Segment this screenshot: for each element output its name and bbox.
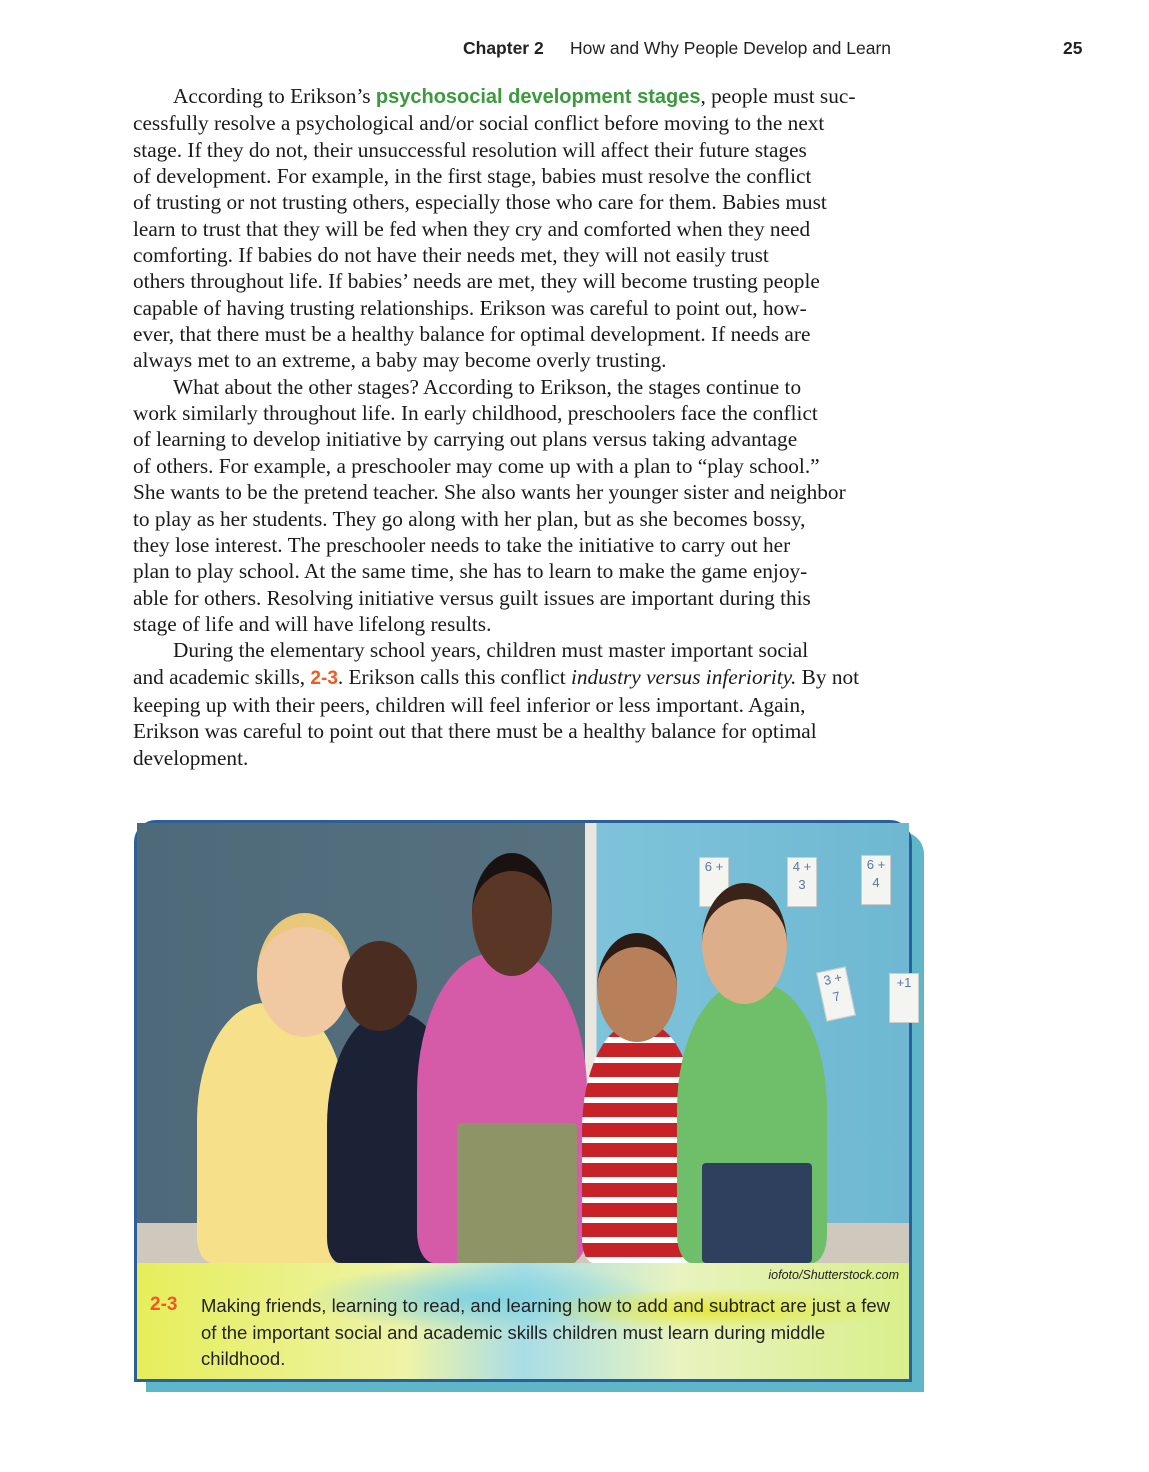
- text-segment: work similarly throughout life. In early childhood, preschoolers face the conflict: [133, 401, 818, 426]
- math-card: 6 +: [699, 857, 729, 907]
- text-line: [133, 426, 923, 452]
- text-line: [133, 400, 923, 426]
- text-line: [133, 637, 923, 663]
- chapter-label: Chapter 2: [463, 38, 544, 58]
- text-segment: What about the other stages? According to Erikson, the stages continue to: [173, 374, 802, 399]
- text-line: [133, 558, 923, 584]
- figure-caption-box: [137, 1263, 909, 1379]
- text-line: [133, 453, 923, 479]
- text-line: [133, 110, 923, 136]
- text-segment: ever, that there must be a healthy balance for optimal development. If needs are: [133, 322, 811, 347]
- text-segment: and academic skills,: [133, 664, 311, 689]
- figure-number: 2-3: [150, 1294, 178, 1315]
- text-segment: others throughout life. If babies’ needs are met, they will become trusting people: [133, 269, 820, 294]
- text-segment: to play as her students. They go along with her plan, but as she becomes bossy,: [133, 506, 806, 531]
- chapter-title: How and Why People Develop and Learn: [570, 38, 892, 58]
- figure-caption: Making friends, learning to read, and learning how to add and subtract are just a few of the important social and academic skills children must learn during middle childhood.: [201, 1295, 891, 1369]
- text-segment: learn to trust that they will be fed when they cry and comforted when they need: [133, 216, 811, 241]
- text-line: [133, 216, 923, 242]
- text-segment: always met to an extreme, a baby may become overly trusting.: [133, 348, 667, 373]
- text-segment: keeping up with their peers, children will feel inferior or less important. Again,: [133, 692, 806, 717]
- text-line: [133, 295, 923, 321]
- text-line: [133, 189, 923, 215]
- text-line: [133, 479, 923, 505]
- text-segment: of others. For example, a preschooler may come up with a plan to “play school.”: [133, 453, 820, 478]
- text-segment: of learning to develop initiative by carrying out plans versus taking advantage: [133, 427, 798, 452]
- text-segment: stage. If they do not, their unsuccessful resolution will affect their future stages: [133, 137, 807, 162]
- text-segment: of development. For example, in the first stage, babies must resolve the conflict: [133, 164, 812, 189]
- text-segment: Erikson was careful to point out that there must be a healthy balance for optimal: [133, 719, 817, 744]
- text-segment: cessfully resolve a psychological and/or social conflict before moving to the next: [133, 111, 825, 136]
- photo-credit: iofoto/Shutterstock.com: [768, 1268, 899, 1282]
- text-segment: , people must suc-: [700, 84, 856, 108]
- text-line: [133, 137, 923, 163]
- text-line: [133, 242, 923, 268]
- paragraph: [133, 83, 923, 374]
- text-segment: comforting. If babies do not have their needs met, they will not easily trust: [133, 243, 769, 268]
- text-line: [133, 745, 923, 771]
- text-line: [133, 506, 923, 532]
- text-segment: of trusting or not trusting others, especially those who care for them. Babies must: [133, 190, 827, 215]
- figure-reference: 2-3: [310, 667, 338, 689]
- math-card: 4 + 3: [787, 857, 817, 907]
- paragraph: [133, 374, 923, 637]
- text-segment: According to Erikson’s: [173, 84, 376, 108]
- text-line: [133, 83, 923, 110]
- text-line: [133, 163, 923, 189]
- text-segment: By not: [796, 664, 860, 689]
- text-segment: plan to play school. At the same time, she has to learn to make the game enjoy-: [133, 559, 808, 584]
- body-text: [133, 83, 923, 771]
- figure-2-3: [134, 820, 912, 1382]
- text-segment: development.: [133, 745, 249, 770]
- key-term: psychosocial development stages: [375, 86, 701, 108]
- text-segment: capable of having trusting relationships. Erikson was careful to point out, how-: [133, 295, 807, 320]
- text-segment: . Erikson calls this conflict: [337, 664, 571, 689]
- paragraph: [133, 637, 923, 771]
- math-card: +1: [889, 973, 919, 1023]
- text-segment: During the elementary school years, children must master important social: [173, 638, 809, 663]
- math-card: 6 + 4: [861, 855, 891, 905]
- text-line: [133, 532, 923, 558]
- text-segment: able for others. Resolving initiative versus guilt issues are important during this: [133, 585, 811, 610]
- text-line: [133, 347, 923, 373]
- page-number: 25: [1063, 38, 1083, 58]
- italic-text: industry versus inferiority.: [570, 664, 797, 689]
- text-line: [133, 718, 923, 744]
- text-segment: stage of life and will have lifelong results.: [133, 611, 492, 636]
- text-line: [133, 664, 923, 692]
- text-line: [133, 321, 923, 347]
- text-line: [133, 585, 923, 611]
- text-line: [133, 268, 923, 294]
- text-segment: She wants to be the pretend teacher. She also wants her younger sister and neighbor: [133, 480, 846, 505]
- text-line: [133, 611, 923, 637]
- photo-children-classroom: [137, 823, 912, 1263]
- text-line: [133, 374, 923, 400]
- text-line: [133, 692, 923, 718]
- math-card: 3 + 7: [816, 966, 856, 1021]
- running-header: [0, 38, 1149, 62]
- text-segment: they lose interest. The preschooler needs to take the initiative to carry out her: [133, 532, 791, 557]
- child-yellow-shirt: [197, 1003, 347, 1263]
